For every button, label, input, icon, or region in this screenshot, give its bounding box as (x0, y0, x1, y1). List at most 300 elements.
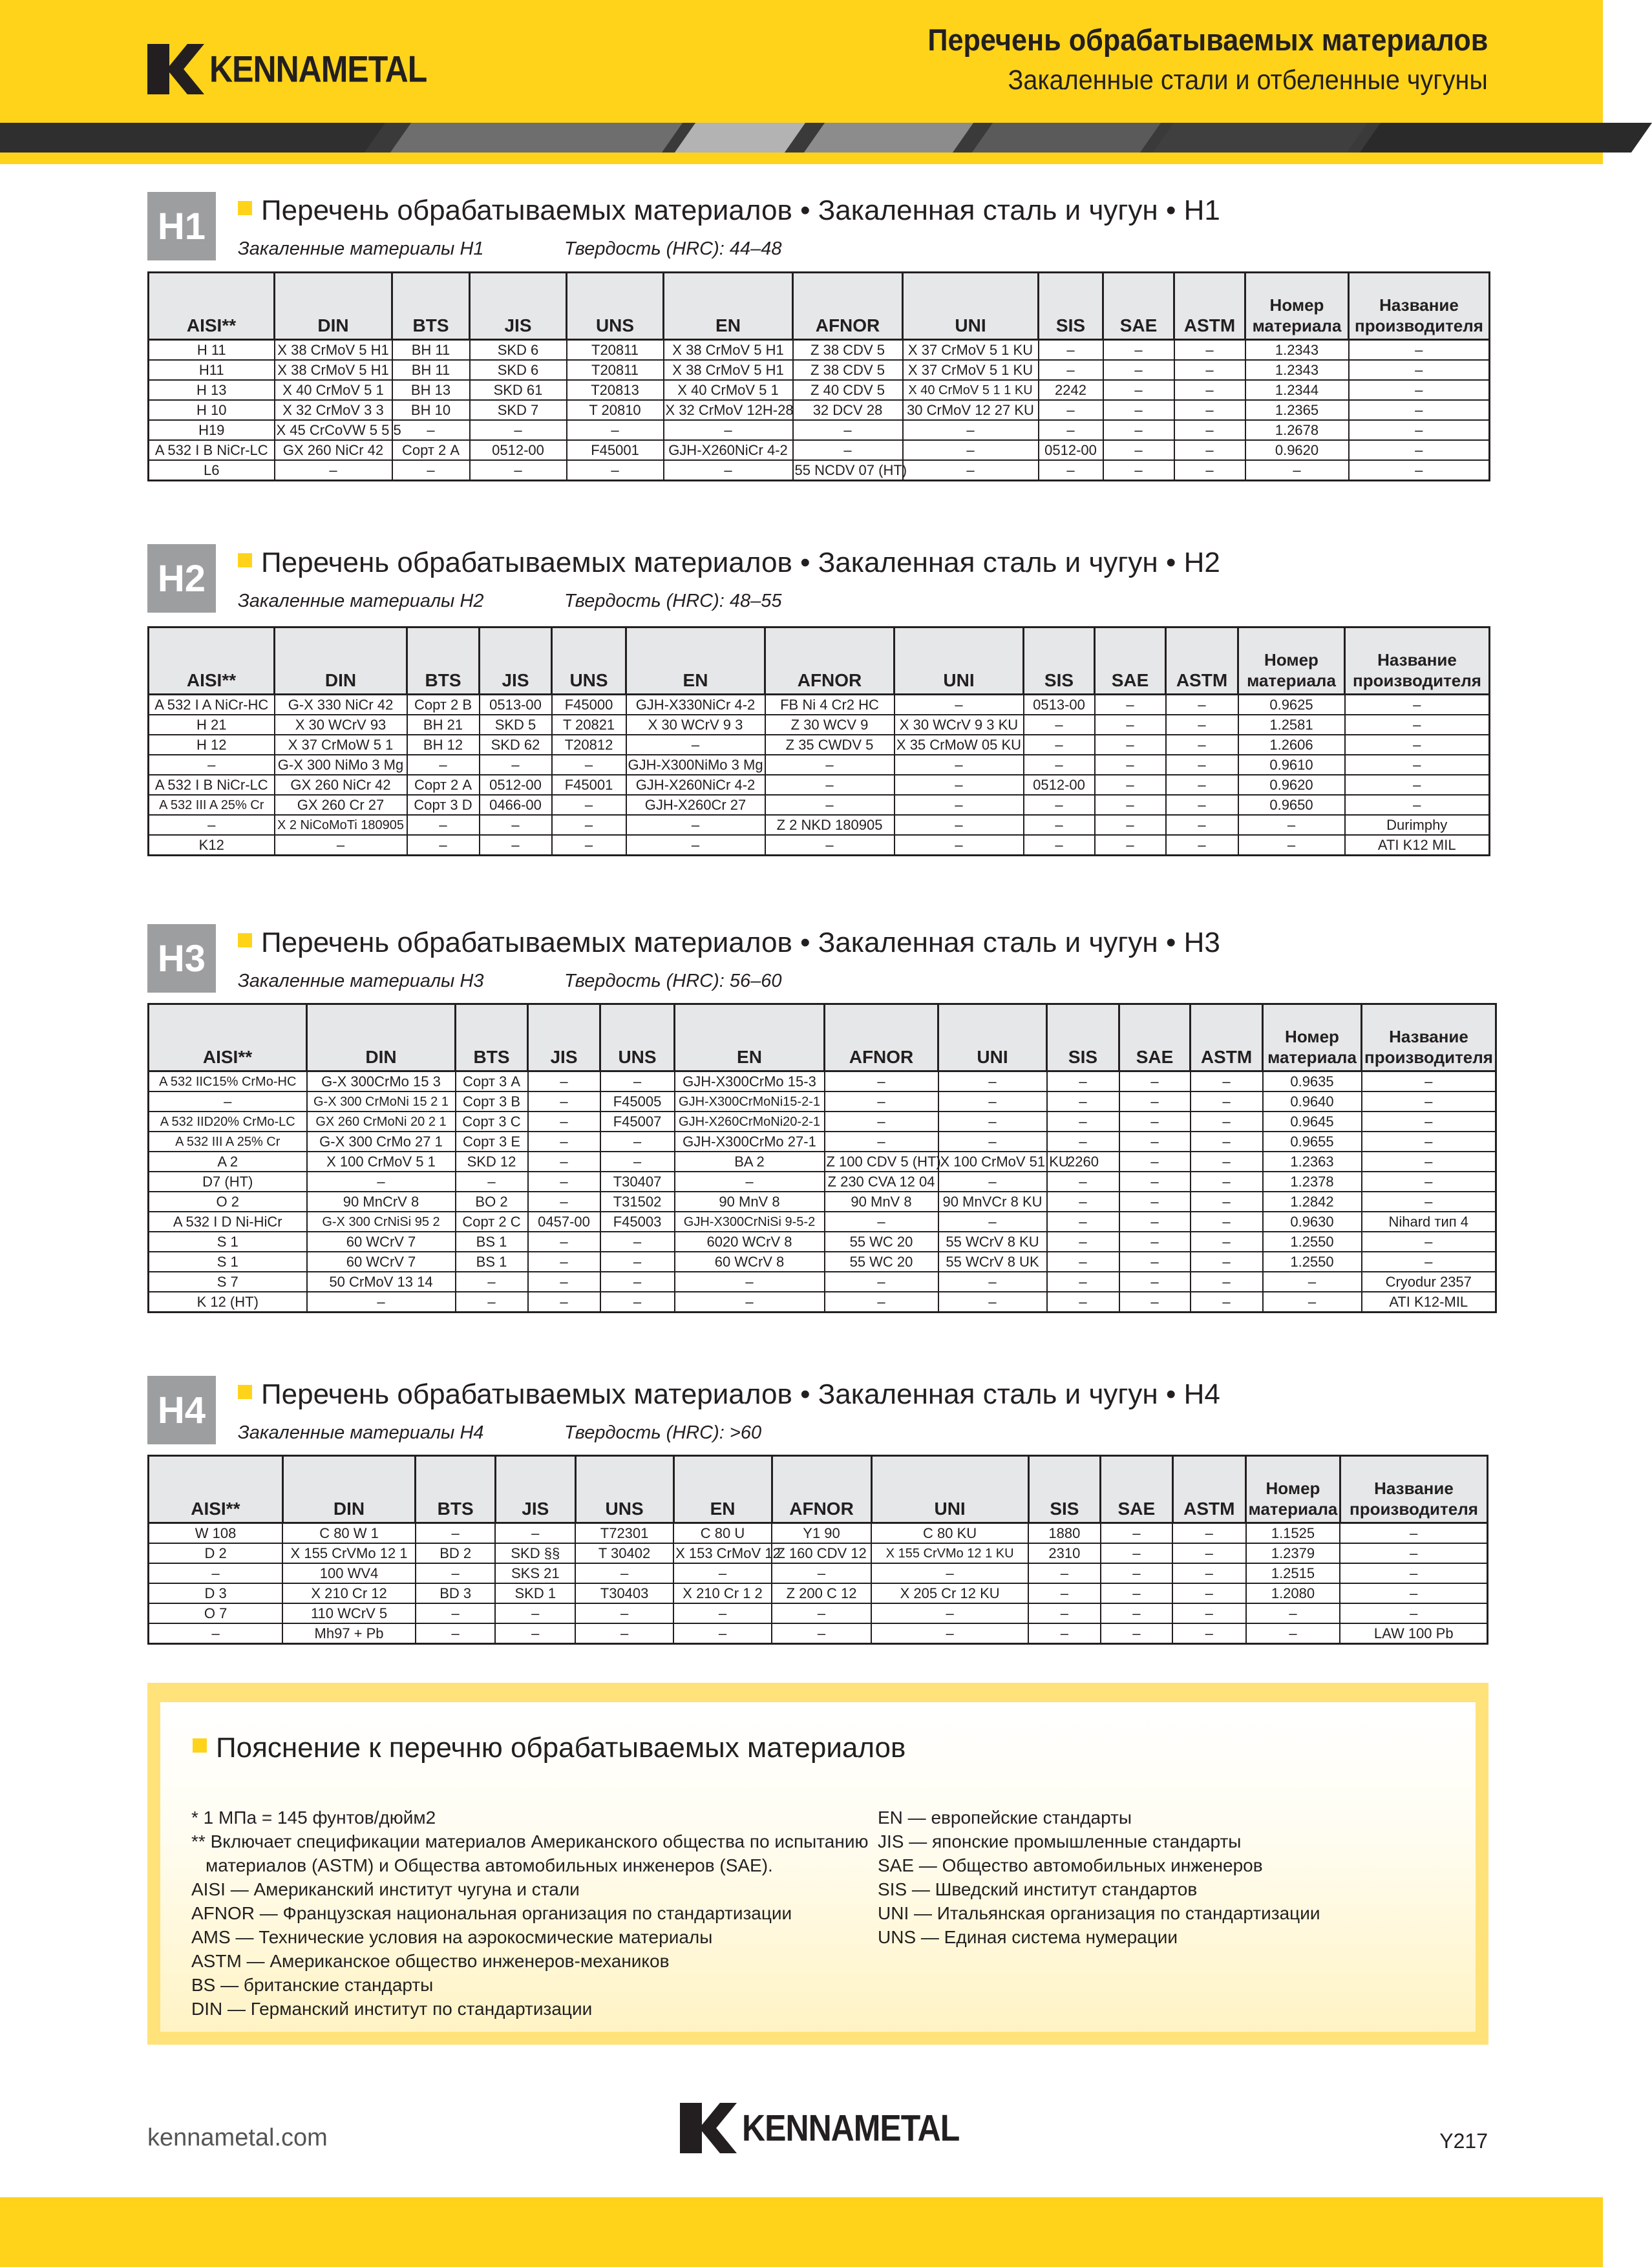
table-row (149, 1192, 1496, 1212)
table-cell: – (673, 1623, 772, 1644)
table-cell: K12 (149, 835, 275, 856)
table-cell: – (1028, 1603, 1100, 1623)
table-cell: – (1340, 1603, 1487, 1623)
table-cell: – (495, 1523, 575, 1544)
column-header: EN (626, 627, 765, 695)
table-cell: – (675, 1172, 825, 1192)
table-cell: A 532 I B NiCr-LC (149, 775, 275, 795)
table-cell: – (1166, 695, 1238, 715)
table-cell: H 12 (149, 735, 275, 755)
table-cell: F45003 (600, 1212, 675, 1232)
table-cell: Сорт 3 B (456, 1091, 528, 1112)
table-cell: X 210 Cr 12 (282, 1583, 416, 1603)
table-cell: Z 100 CDV 5 (HT) (825, 1152, 938, 1172)
table-cell: – (1191, 1292, 1263, 1313)
table-cell: – (1095, 795, 1166, 815)
yellow-square-icon (238, 201, 252, 215)
table-cell: – (1101, 1603, 1172, 1623)
column-header: Номер материала (1245, 273, 1349, 340)
table-cell: 6020 WCrV 8 (675, 1232, 825, 1252)
table-cell: T30403 (575, 1583, 673, 1603)
table-cell: – (470, 420, 567, 440)
table-cell: – (871, 1623, 1028, 1644)
table-cell: – (528, 1172, 600, 1192)
table-cell: – (307, 1172, 456, 1192)
table-cell: – (1191, 1212, 1263, 1232)
table-cell: – (600, 1152, 675, 1172)
table-cell: Сорт 2 A (407, 775, 480, 795)
table-cell: A 532 IID20% CrMo-LC (149, 1112, 307, 1132)
table-cell: – (772, 1563, 871, 1583)
table-cell: – (1174, 420, 1245, 440)
table-cell: GJH-X300CrMoNi15-2-1 (675, 1091, 825, 1112)
table-cell: Mh97 + Pb (282, 1623, 416, 1644)
table-cell: – (480, 815, 552, 835)
table-cell: GX 260 NiCr 42 (275, 775, 407, 795)
column-header: SIS (1047, 1004, 1119, 1071)
table-cell: T72301 (575, 1523, 673, 1544)
table-cell: 90 MnCrV 8 (307, 1192, 456, 1212)
column-header: JIS (470, 273, 567, 340)
column-header: AISI** (149, 627, 275, 695)
table-cell: BH 11 (392, 340, 470, 361)
header-stripe (0, 123, 1603, 153)
table-cell: – (1095, 835, 1166, 856)
table-cell: A 532 I B NiCr-LC (149, 440, 275, 460)
table-cell: D 3 (149, 1583, 283, 1603)
table-cell: – (528, 1112, 600, 1132)
table-cell: GJH-X300NiMo 3 Mg (626, 755, 765, 775)
table-cell: – (1238, 815, 1345, 835)
table-cell: – (871, 1563, 1028, 1583)
table-cell: 0.9645 (1263, 1112, 1362, 1132)
legend-line: SAE — Общество автомобильных инженеров (878, 1855, 1263, 1875)
table-cell: X 100 CrMoV 51 KU (938, 1152, 1047, 1172)
k-logo-icon (147, 44, 204, 94)
table-cell: Y1 90 (772, 1523, 871, 1544)
table-cell: T 20821 (552, 715, 626, 735)
column-header: Номер материала (1238, 627, 1345, 695)
column-header: SAE (1095, 627, 1166, 695)
table-cell: 0512-00 (470, 440, 567, 460)
table-row (149, 1112, 1496, 1132)
legend-line: * 1 МПа = 145 фунтов/дюйм2 (191, 1808, 436, 1828)
table-cell: – (1174, 460, 1245, 481)
table-row (149, 1071, 1496, 1092)
table-cell: A 532 IIC15% CrMo-HC (149, 1071, 307, 1092)
table-cell: S 7 (149, 1272, 307, 1292)
table-cell: – (825, 1071, 938, 1092)
table-cell: K 12 (HT) (149, 1292, 307, 1313)
table-cell: – (1349, 340, 1490, 361)
table-cell: G-X 300 NiMo 3 Mg (275, 755, 407, 775)
table-cell: 30 CrMoV 12 27 KU (903, 400, 1039, 420)
table-cell: – (1101, 1623, 1172, 1644)
table-cell: X 100 CrMoV 5 1 (307, 1152, 456, 1172)
table-cell: – (1345, 795, 1490, 815)
table-cell: Z 38 CDV 5 (793, 340, 903, 361)
table-cell: – (1362, 1172, 1496, 1192)
table-cell: – (528, 1272, 600, 1292)
table-cell: LAW 100 Pb (1340, 1623, 1487, 1644)
table-cell: – (895, 835, 1024, 856)
header-underline (0, 153, 1603, 164)
table-cell: – (1191, 1071, 1263, 1092)
table-cell: 2260 (1047, 1152, 1119, 1172)
table-cell: – (1119, 1132, 1191, 1152)
table-cell: – (1345, 755, 1490, 775)
table-cell: 1.2080 (1246, 1583, 1340, 1603)
table-cell: – (149, 1623, 283, 1644)
legend-line: EN — европейские стандарты (878, 1808, 1132, 1828)
table-cell: – (825, 1272, 938, 1292)
table-cell: X 205 Cr 12 KU (871, 1583, 1028, 1603)
table-cell: – (1119, 1252, 1191, 1272)
table-cell: – (1103, 420, 1174, 440)
table-cell: 0.9625 (1238, 695, 1345, 715)
table-cell: W 108 (149, 1523, 283, 1544)
table-cell: – (1039, 460, 1103, 481)
table-row (149, 1583, 1488, 1603)
table-cell: SKD 6 (470, 360, 567, 380)
table-cell: – (1191, 1192, 1263, 1212)
table-cell: – (1024, 815, 1095, 835)
materials-table (147, 1455, 1488, 1645)
table-cell: T 20810 (567, 400, 664, 420)
table-cell: X 38 CrMoV 5 H1 (664, 340, 793, 361)
table-cell: X 35 CrMoW 05 KU (895, 735, 1024, 755)
table-cell: G-X 330 NiCr 42 (275, 695, 407, 715)
table-cell: C 80 W 1 (282, 1523, 416, 1544)
kennametal-logo (147, 44, 427, 94)
table-cell: – (1362, 1132, 1496, 1152)
table-cell: – (1362, 1091, 1496, 1112)
table-cell: – (938, 1112, 1047, 1132)
table-cell: 0457-00 (528, 1212, 600, 1232)
table-cell: BH 21 (407, 715, 480, 735)
table-cell: BO 2 (456, 1192, 528, 1212)
table-cell: – (1095, 755, 1166, 775)
table-cell: Z 2 NKD 180905 (765, 815, 895, 835)
table-cell: A 532 I D Ni-HiCr (149, 1212, 307, 1232)
legend-box (147, 1683, 1488, 2045)
table-cell: – (528, 1152, 600, 1172)
table-cell: F45007 (600, 1112, 675, 1132)
column-header: SIS (1024, 627, 1095, 695)
table-cell: – (416, 1563, 496, 1583)
table-cell: A 532 I A NiCr-HC (149, 695, 275, 715)
table-row (149, 795, 1490, 815)
column-header: UNI (903, 273, 1039, 340)
column-header: Название производителя (1345, 627, 1490, 695)
table-cell: 1.2678 (1245, 420, 1349, 440)
table-cell: SKD 5 (480, 715, 552, 735)
table-cell: – (1172, 1523, 1245, 1544)
table-cell: – (1047, 1071, 1119, 1092)
table-cell: 0513-00 (1024, 695, 1095, 715)
table-cell: 1.2378 (1263, 1172, 1362, 1192)
table-cell: – (895, 795, 1024, 815)
table-cell: 0.9635 (1263, 1071, 1362, 1092)
table-cell: – (1362, 1071, 1496, 1092)
table-cell: X 38 CrMoV 5 H1 (275, 360, 392, 380)
table-cell: – (1119, 1192, 1191, 1212)
legend-line: AFNOR — Французская национальная организация по стандартизации (191, 1903, 792, 1923)
table-cell: H 10 (149, 400, 275, 420)
table-cell: 0.9620 (1245, 440, 1349, 460)
table-cell: X 37 CrMoV 5 1 KU (903, 340, 1039, 361)
table-cell: – (1191, 1172, 1263, 1192)
table-cell: H19 (149, 420, 275, 440)
table-cell: – (1047, 1252, 1119, 1272)
table-cell: – (1103, 340, 1174, 361)
table-cell: – (1340, 1543, 1487, 1563)
table-cell: – (1349, 380, 1490, 400)
table-cell: – (1166, 815, 1238, 835)
table-cell: G-X 300 CrNiSi 95 2 (307, 1212, 456, 1232)
table-cell: GJH-X260CrMoNi20-2-1 (675, 1112, 825, 1132)
table-cell: SKD §§ (495, 1543, 575, 1563)
table-cell: – (1349, 420, 1490, 440)
table-cell: 0.9640 (1263, 1091, 1362, 1112)
table-cell: – (528, 1252, 600, 1272)
table-cell: – (552, 795, 626, 815)
table-cell: – (1172, 1623, 1245, 1644)
table-cell: Z 200 C 12 (772, 1583, 871, 1603)
brand-name: KENNAMETAL (209, 48, 427, 90)
table-cell: X 2 NiCoMoTi 180905 (275, 815, 407, 835)
table-cell: – (673, 1603, 772, 1623)
table-cell: – (1166, 775, 1238, 795)
column-header: DIN (275, 627, 407, 695)
table-cell: – (664, 420, 793, 440)
legend-line: UNS — Единая система нумерации (878, 1927, 1178, 1947)
table-cell: – (1119, 1292, 1191, 1313)
section-badge: H2 (147, 544, 216, 613)
table-cell: ATI K12 MIL (1345, 835, 1490, 856)
table-cell: – (675, 1292, 825, 1313)
table-row (149, 1292, 1496, 1313)
section-subtitle: Закаленные материалы H1 Твердость (HRC): 44–48 (238, 238, 782, 259)
table-cell: – (456, 1172, 528, 1192)
table-cell: – (1174, 340, 1245, 361)
table-cell: Z 230 CVA 12 04 (825, 1172, 938, 1192)
table-cell: SKD 12 (456, 1152, 528, 1172)
table-cell: 90 MnVCr 8 KU (938, 1192, 1047, 1212)
column-header: DIN (282, 1456, 416, 1523)
table-cell: Z 35 CWDV 5 (765, 735, 895, 755)
table-cell: – (600, 1272, 675, 1292)
table-cell: SKD 6 (470, 340, 567, 361)
table-cell: – (495, 1623, 575, 1644)
table-cell: 1.2842 (1263, 1192, 1362, 1212)
column-header: Название производителя (1362, 1004, 1496, 1071)
table-cell: X 155 CrVMo 12 1 (282, 1543, 416, 1563)
table-cell: 60 WCrV 7 (307, 1232, 456, 1252)
table-cell: – (1119, 1272, 1191, 1292)
table-cell: – (825, 1112, 938, 1132)
table-cell: GX 260 Cr 27 (275, 795, 407, 815)
table-cell: – (1349, 400, 1490, 420)
table-cell: – (1039, 360, 1103, 380)
table-cell: – (1119, 1152, 1191, 1172)
table-cell: – (1345, 715, 1490, 735)
table-cell: 1880 (1028, 1523, 1100, 1544)
table-cell: 0512-00 (1024, 775, 1095, 795)
table-cell: – (1103, 380, 1174, 400)
table-cell: GJH-X260NiCr 4-2 (626, 775, 765, 795)
table-row (149, 735, 1490, 755)
table-cell: SKD 62 (480, 735, 552, 755)
table-cell: – (1095, 815, 1166, 835)
table-cell: – (1101, 1523, 1172, 1544)
table-cell: T31502 (600, 1192, 675, 1212)
table-cell: – (416, 1523, 496, 1544)
table-cell: BS 1 (456, 1232, 528, 1252)
table-row (149, 1523, 1488, 1544)
table-cell: – (1263, 1272, 1362, 1292)
table-cell: F45005 (600, 1091, 675, 1112)
table-cell: Сорт 2 B (407, 695, 480, 715)
table-cell: – (825, 1292, 938, 1313)
table-cell: – (793, 420, 903, 440)
page-subtitle: Закаленные стали и отбеленные чугуны (1008, 65, 1488, 96)
brand-name: KENNAMETAL (742, 2107, 960, 2149)
section-title: Перечень обрабатываемых материалов • Закаленная сталь и чугун • H4 (238, 1378, 1220, 1411)
table-cell: – (1191, 1252, 1263, 1272)
column-header: AISI** (149, 1004, 307, 1071)
table-cell: – (1095, 775, 1166, 795)
table-cell: 0.9655 (1263, 1132, 1362, 1152)
table-cell: BS 1 (456, 1252, 528, 1272)
table-cell: – (664, 460, 793, 481)
table-cell: – (1047, 1292, 1119, 1313)
table-cell: Сорт 3 A (456, 1071, 528, 1092)
table-cell: – (1024, 795, 1095, 815)
table-cell: – (1362, 1112, 1496, 1132)
section-title: Перечень обрабатываемых материалов • Закаленная сталь и чугун • H2 (238, 547, 1220, 579)
table-cell: 1.1525 (1246, 1523, 1340, 1544)
legend-title: Пояснение к перечню обрабатываемых материалов (193, 1732, 905, 1764)
table-row (149, 695, 1490, 715)
column-header: EN (675, 1004, 825, 1071)
table-cell: – (1191, 1272, 1263, 1292)
table-cell: – (1047, 1172, 1119, 1192)
table-cell: 110 WCrV 5 (282, 1603, 416, 1623)
table-row (149, 1152, 1496, 1172)
table-cell: O 7 (149, 1603, 283, 1623)
table-row (149, 400, 1490, 420)
column-header: UNI (871, 1456, 1028, 1523)
table-cell: Сорт 3 E (456, 1132, 528, 1152)
table-row (149, 1623, 1488, 1644)
table-cell: – (1101, 1543, 1172, 1563)
table-cell: X 37 CrMoW 5 1 (275, 735, 407, 755)
table-cell: 90 MnV 8 (825, 1192, 938, 1212)
column-header: EN (673, 1456, 772, 1523)
table-cell: – (938, 1212, 1047, 1232)
table-cell: – (1119, 1091, 1191, 1112)
table-cell: GJH-X330NiCr 4-2 (626, 695, 765, 715)
table-cell: – (772, 1623, 871, 1644)
table-cell: X 30 WCrV 9 3 KU (895, 715, 1024, 735)
table-cell: – (1047, 1212, 1119, 1232)
table-cell: 0.9620 (1238, 775, 1345, 795)
table-cell: Сорт 3 D (407, 795, 480, 815)
table-cell: – (528, 1292, 600, 1313)
table-cell: – (1246, 1603, 1340, 1623)
table-cell: Nihard тип 4 (1362, 1212, 1496, 1232)
column-header: BTS (392, 273, 470, 340)
table-cell: 1.2365 (1245, 400, 1349, 420)
table-cell: 1.2515 (1246, 1563, 1340, 1583)
table-cell: – (938, 1132, 1047, 1152)
column-header: UNS (600, 1004, 675, 1071)
table-cell: ATI K12-MIL (1362, 1292, 1496, 1313)
table-cell: – (1024, 715, 1095, 735)
table-cell: 1.2550 (1263, 1252, 1362, 1272)
table-cell: 0466-00 (480, 795, 552, 815)
table-cell: – (1340, 1583, 1487, 1603)
table-cell: – (1047, 1272, 1119, 1292)
table-cell: – (1362, 1152, 1496, 1172)
column-header: Название производителя (1340, 1456, 1487, 1523)
table-cell: T 30402 (575, 1543, 673, 1563)
table-cell: T20811 (567, 340, 664, 361)
table-cell: C 80 KU (871, 1523, 1028, 1544)
materials-table (147, 626, 1490, 856)
table-row (149, 1272, 1496, 1292)
table-cell: – (1362, 1232, 1496, 1252)
table-cell: 55 NCDV 07 (HT) (793, 460, 903, 481)
table-cell: – (1119, 1112, 1191, 1132)
table-cell: – (1191, 1091, 1263, 1112)
table-cell: – (1103, 400, 1174, 420)
table-cell: – (1119, 1172, 1191, 1192)
table-cell: 1.2343 (1245, 340, 1349, 361)
column-header: EN (664, 273, 793, 340)
table-cell: – (626, 735, 765, 755)
yellow-square-icon (193, 1738, 207, 1753)
table-cell: – (938, 1071, 1047, 1092)
table-cell: BH 12 (407, 735, 480, 755)
column-header: SIS (1039, 273, 1103, 340)
table-cell: – (392, 460, 470, 481)
legend-right-column (878, 1806, 1320, 1949)
table-cell: F45001 (552, 775, 626, 795)
table-cell: T30407 (600, 1172, 675, 1192)
legend-line: AISI — Американский институт чугуна и стали (191, 1879, 580, 1899)
table-cell: – (600, 1132, 675, 1152)
table-cell: – (1039, 400, 1103, 420)
table-cell: – (1024, 735, 1095, 755)
table-cell: – (765, 755, 895, 775)
table-cell: – (416, 1623, 496, 1644)
table-cell: L6 (149, 460, 275, 481)
table-cell: A 532 III A 25% Cr (149, 1132, 307, 1152)
column-header: UNS (567, 273, 664, 340)
table-row (149, 440, 1490, 460)
table-cell: O 2 (149, 1192, 307, 1212)
table-cell: 2310 (1028, 1543, 1100, 1563)
table-row (149, 1252, 1496, 1272)
table-row (149, 1091, 1496, 1112)
table-cell: 55 WCrV 8 KU (938, 1232, 1047, 1252)
footer-url[interactable]: kennametal.com (147, 2124, 328, 2151)
table-cell: – (938, 1272, 1047, 1292)
table-cell: X 210 Cr 1 2 (673, 1583, 772, 1603)
table-cell: – (480, 835, 552, 856)
